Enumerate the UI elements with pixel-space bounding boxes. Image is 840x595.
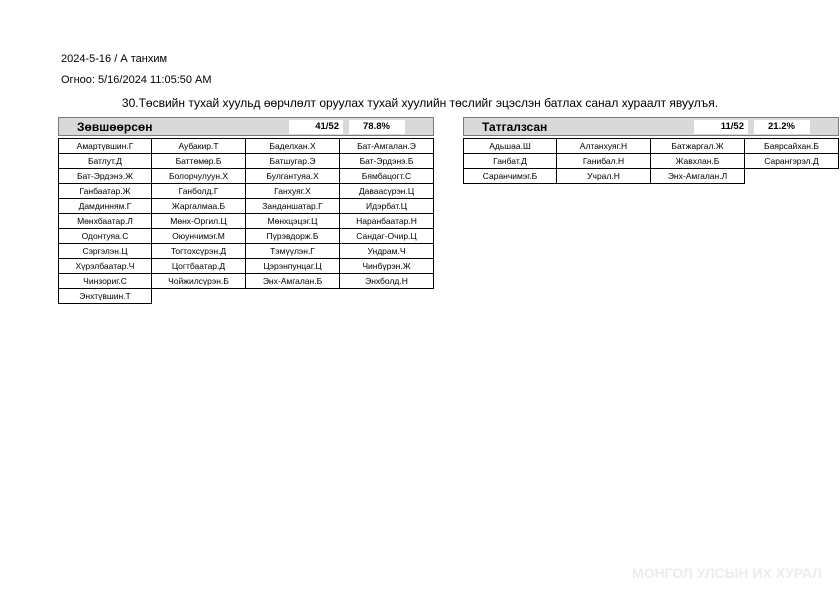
- member-name-cell: Одонтуяа.С: [58, 228, 152, 244]
- member-name-cell: Ганболд.Г: [151, 183, 246, 199]
- member-name-cell: Тэмүүлэн.Г: [245, 243, 340, 259]
- member-name-cell: Энхболд.Н: [339, 273, 434, 289]
- member-name-cell: Ганбаатар.Ж: [58, 183, 152, 199]
- member-name-cell: Бямбацогт.С: [339, 168, 434, 184]
- member-name-cell: Баттөмөр.Б: [151, 153, 246, 169]
- member-name-cell: Сэргэлэн.Ц: [58, 243, 152, 259]
- member-name-cell: Жаргалмаа.Б: [151, 198, 246, 214]
- member-name-cell: Мөнхбаатар.Л: [58, 213, 152, 229]
- member-name-cell: Ганибал.Н: [556, 153, 651, 169]
- reject-header: [463, 117, 839, 136]
- member-name-cell: Баделхан.Х: [245, 138, 340, 154]
- member-name-cell: Чойжилсүрэн.Б: [151, 273, 246, 289]
- member-name-cell: Даваасүрэн.Ц: [339, 183, 434, 199]
- member-name-cell: Чинзориг.С: [58, 273, 152, 289]
- reject-label: Татгалзсан: [482, 120, 548, 134]
- member-name-cell: Наранбаатар.Н: [339, 213, 434, 229]
- member-name-cell: Саранчимэг.Б: [463, 168, 557, 184]
- approve-percent: 78.8%: [349, 120, 405, 134]
- member-name-cell: Занданшатар.Г: [245, 198, 340, 214]
- member-name-cell: Пүрэвдорж.Б: [245, 228, 340, 244]
- member-name-cell: Баярсайхан.Б: [744, 138, 839, 154]
- member-name-cell: Алтанхуяг.Н: [556, 138, 651, 154]
- member-name-cell: Бат-Эрдэнэ.Б: [339, 153, 434, 169]
- member-name-cell: Ганхуяг.Х: [245, 183, 340, 199]
- member-name-cell: Оюунчимэг.М: [151, 228, 246, 244]
- member-name-cell: Жавхлан.Б: [650, 153, 745, 169]
- approve-names-grid: [58, 138, 434, 303]
- member-name-cell: Энхтүвшин.Т: [58, 288, 152, 304]
- member-name-cell: Сандаг-Очир.Ц: [339, 228, 434, 244]
- member-name-cell: Ундрам.Ч: [339, 243, 434, 259]
- member-name-cell: Энх-Амгалан.Л: [650, 168, 745, 184]
- member-name-cell: Бат-Эрдэнэ.Ж: [58, 168, 152, 184]
- session-date-line: 2024-5-16 / А танхим: [61, 53, 168, 65]
- member-name-cell: Цэрэнпунцаг.Ц: [245, 258, 340, 274]
- member-name-cell: Чинбүрэн.Ж: [339, 258, 434, 274]
- member-name-cell: Учрал.Н: [556, 168, 651, 184]
- member-name-cell: Аубакир.Т: [151, 138, 246, 154]
- reject-names-grid: [463, 138, 839, 183]
- member-name-cell: Батшугар.Э: [245, 153, 340, 169]
- timestamp-line: Огноо: 5/16/2024 11:05:50 AM: [61, 74, 212, 86]
- reject-panel: [463, 117, 839, 183]
- reject-count: 11/52: [694, 120, 748, 134]
- member-name-cell: Батлут.Д: [58, 153, 152, 169]
- member-name-cell: Хүрэлбаатар.Ч: [58, 258, 152, 274]
- member-name-cell: Болорчулуун.Х: [151, 168, 246, 184]
- member-name-cell: Сарангэрэл.Д: [744, 153, 839, 169]
- member-name-cell: Амартүвшин.Г: [58, 138, 152, 154]
- member-name-cell: Мөнх-Оргил.Ц: [151, 213, 246, 229]
- member-name-cell: Адьшаа.Ш: [463, 138, 557, 154]
- member-name-cell: Мөнхцэцэг.Ц: [245, 213, 340, 229]
- approve-label: Зөвшөөрсөн: [77, 120, 153, 134]
- member-name-cell: Ганбат.Д: [463, 153, 557, 169]
- vote-title: 30.Төсвийн тухай хуульд өөрчлөлт оруулах тухай хуулийн төслийг эцэслэн батлах санал хураалт явуулъя.: [121, 96, 719, 110]
- member-name-cell: Булгантуяа.Х: [245, 168, 340, 184]
- member-name-cell: Энх-Амгалан.Б: [245, 273, 340, 289]
- member-name-cell: Дамдинням.Г: [58, 198, 152, 214]
- member-name-cell: Цогтбаатар.Д: [151, 258, 246, 274]
- approve-panel: [58, 117, 434, 303]
- parliament-watermark: МОНГОЛ УЛСЫН ИХ ХУРАЛ: [631, 565, 822, 581]
- member-name-cell: Батжаргал.Ж: [650, 138, 745, 154]
- approve-count: 41/52: [289, 120, 343, 134]
- reject-percent: 21.2%: [754, 120, 810, 134]
- approve-header: [58, 117, 434, 136]
- member-name-cell: Бат-Амгалан.Э: [339, 138, 434, 154]
- member-name-cell: Идэрбат.Ц: [339, 198, 434, 214]
- member-name-cell: Тогтохсүрэн.Д: [151, 243, 246, 259]
